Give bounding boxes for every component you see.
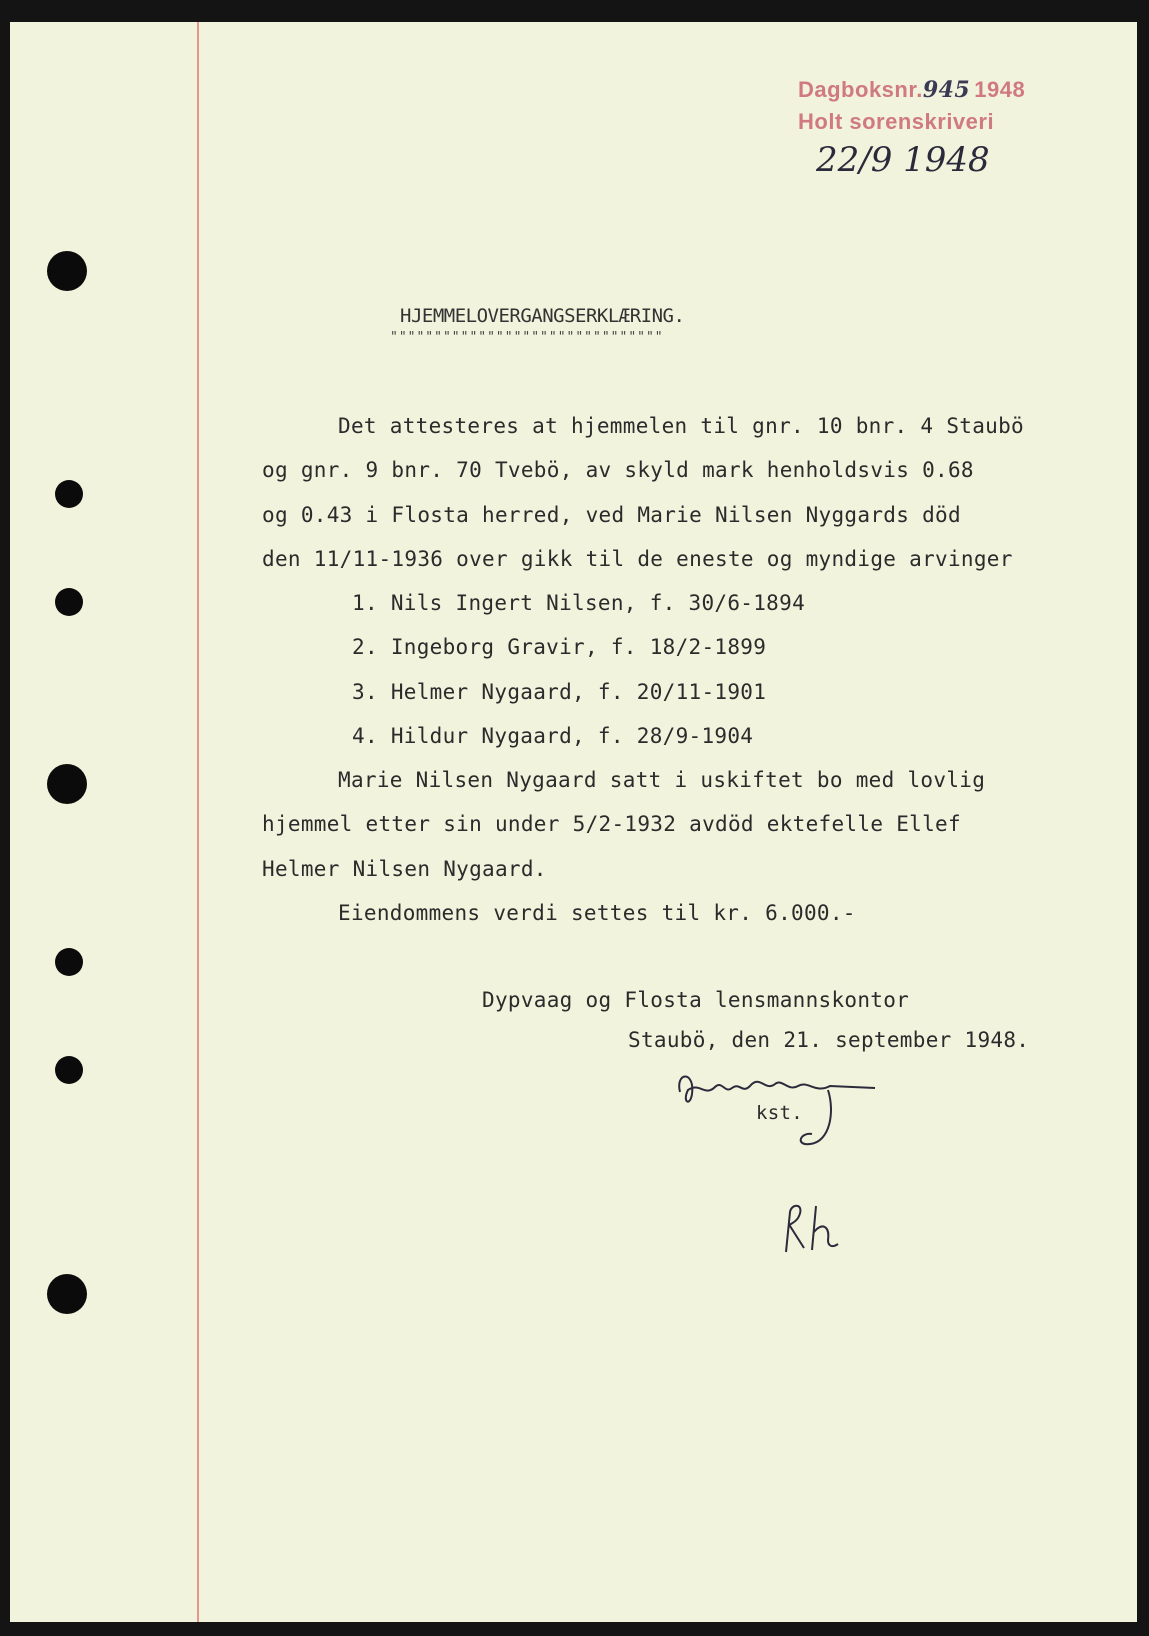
punch-hole [55,1056,83,1084]
punch-hole [47,764,87,804]
registry-stamp-line2: Holt sorenskriveri [798,109,995,134]
body-line: Helmer Nilsen Nygaard. [262,857,547,881]
stamp-prefix: Dagboksnr. [798,77,923,102]
stamp-number: 945 [922,77,971,103]
office-name: Dypvaag og Flosta lensmannskontor [482,988,910,1012]
body-line: den 11/11-1936 over gikk til de eneste og myndige arvinger [262,547,1013,571]
body-line: og gnr. 9 bnr. 70 Tvebö, av skyld mark henholdsvis 0.68 [262,458,974,482]
body-line: Det attesteres at hjemmelen til gnr. 10 bnr. 4 Staubö [338,414,1024,438]
initials-mark [778,1192,848,1262]
stamp-date: 22/9 1948 [816,140,990,180]
body-line: og 0.43 i Flosta herred, ved Marie Nilsen Nyggards död [262,503,961,527]
heir-item: 3. Helmer Nygaard, f. 20/11-1901 [352,680,767,704]
place-date: Staubö, den 21. september 1948. [628,1028,1030,1052]
title-underline: """"""""""""""""""""""""""""""" [390,330,664,345]
punch-hole [55,948,83,976]
value-line: Eiendommens verdi settes til kr. 6.000.- [338,901,856,925]
registry-stamp-line1 [798,77,1025,103]
margin-line [197,22,199,1622]
heir-item: 4. Hildur Nygaard, f. 28/9-1904 [352,724,754,748]
heir-item: 2. Ingeborg Gravir, f. 18/2-1899 [352,635,767,659]
punch-hole [47,251,87,291]
punch-hole [47,1274,87,1314]
body-line: hjemmel etter sin under 5/2-1932 avdöd ektefelle Ellef [262,812,961,836]
body-line: Marie Nilsen Nygaard satt i uskiftet bo med lovlig [338,768,986,792]
punch-hole [55,588,83,616]
punch-hole [55,480,83,508]
document-page [10,22,1137,1622]
signature-label: kst. [756,1102,803,1124]
heir-item: 1. Nils Ingert Nilsen, f. 30/6-1894 [352,591,806,615]
document-title: HJEMMELOVERGANGSERKLÆRING. [400,305,685,327]
stamp-year: 1948 [974,77,1026,102]
